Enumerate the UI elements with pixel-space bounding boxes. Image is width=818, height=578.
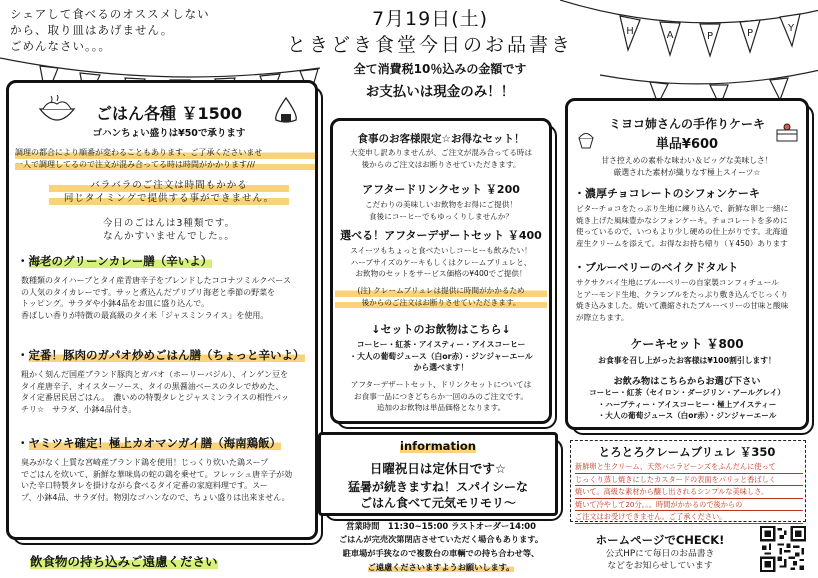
parking-note: 駐車場が手狭なので複数台の車輌での持ち合わせ等、 bbox=[342, 548, 540, 558]
brulee-title: とろとろクレームブリュレ ￥350 bbox=[598, 445, 776, 459]
cake-title: ミヨコ姉さんの手作りケーキ bbox=[608, 117, 765, 131]
brulee-box bbox=[570, 440, 806, 522]
handwritten-note-1 bbox=[49, 179, 289, 205]
rice-subtitle: ゴハンちょい盛りは¥50で承ります bbox=[92, 128, 246, 139]
tart-title: ・ブルーベリーのベイクドタルト bbox=[574, 261, 739, 274]
homepage-desc: 公式HPにて毎日のお品書き などをお知らせしています bbox=[605, 549, 715, 571]
dessert-set-title: 選べる！アフターデザートセット ￥400 bbox=[340, 229, 542, 242]
chiffon-desc: ビターチョコをたっぷり生地に練り込んで、新鮮な卵と一緒に 焼き上げた風味豊かなシフォンケーキ。チョコレートを多めに 使っているので、いつもより少し硬めの仕上がりです。北海道 産生クリームを添えて。お得なお持ち帰り（￥450）あります bbox=[576, 204, 789, 248]
rice-item bbox=[17, 347, 317, 415]
bunting-letter: P bbox=[706, 31, 714, 42]
cake-desc: 甘さ控えめの素朴な味わい＆ビッグな美味しさ！ 厳選された素材が織りなす極上スイーツ☆ bbox=[601, 156, 773, 177]
rice-item bbox=[17, 253, 317, 321]
rice-item-name: ・ヤミツキ確定！極上カオマンガイ膳（海南鶏飯） bbox=[17, 436, 282, 450]
set-menu-box bbox=[330, 118, 552, 424]
set-drinks-note: アフターデザートセット、ドリンクセットについては お食事一品につきどちらか一回のみのご注文です。 追加のお飲物は単品価格となります。 bbox=[350, 380, 532, 412]
cake-set-title: ケーキセット ￥800 bbox=[630, 337, 744, 351]
header-date: 7月19日(土) bbox=[371, 8, 489, 30]
notice-line: 一人で調理してるので注文が混み合ってる時は時間がかかります/// bbox=[15, 159, 315, 171]
cake-drinks-list: コーヒー・紅茶（セイロン・ダージリン・アールグレイ） ・ハーブティー・アイスコーヒー・極上アイスティー ・大人の葡萄ジュース（白or赤）・ジンジャーエール bbox=[589, 388, 785, 420]
cake-drinks-title: お飲み物はこちらからお選び下さい bbox=[613, 376, 761, 387]
bunting-letter: A bbox=[666, 30, 674, 41]
set-drinks-list: コーヒー・紅茶・アイスティー・アイスコーヒー ・大人の葡萄ジュース（白or赤）・ジンジャーエール から選べます！ bbox=[349, 340, 533, 372]
rice-item-name: ・海老のグリーンカレー膳（辛いよ） bbox=[17, 254, 213, 268]
homepage-title: ホームページでCHECK! bbox=[595, 533, 725, 547]
bunting-letter: H bbox=[626, 26, 634, 37]
brulee-desc: 新鮮卵と生クリーム、天然バニラビーンズをふんだんに使って じっくり蒸し焼きにしたカスタードの表面をパリッと香ばしく 焼いて。高級な素材から醸し出されるシンプルな美味しさ。 焼いて冷やして20分。。。時間がかかるので後からの ご注文はお受けできません。ご了承ください。 bbox=[575, 461, 803, 524]
no-outside-food-note: 飲食物の持ち込みご遠慮ください bbox=[30, 554, 218, 569]
tart-desc: サクサクバイ生地にブルーベリーの自家製コンフィチュール とアーモンド生地、クランブルをたっぷり敷き込んでじっくり 焼き込みました。焼いて濃縮されたブルーベリーの甘味と酸味 が際立ちます。 bbox=[576, 278, 789, 322]
handwritten-line: 同じタイミングで提供する事ができません。 bbox=[49, 192, 289, 205]
handwritten-line: なんかすいませんでした。。 bbox=[103, 231, 235, 242]
information-box bbox=[318, 432, 558, 516]
information-title: information bbox=[400, 439, 476, 453]
rice-item-desc: 臭みがなく上質な宮崎産ブランド鶏を使用！じっくり炊いた鶏スープ でごはんを炊いて、新鮮な華味鳥の蛇の鶏を乗せて。フレッシュ唐辛子が効 いた辛口特製タレを掛けながら食べるタイ定番の家庭料理です。スー プ、小鉢4品、サラダ付。物別なゴハンなので、ちょい盛りは出来ません。 bbox=[21, 458, 293, 502]
set-drinks-title: ↓セットのお飲物はこちら↓ bbox=[371, 323, 511, 336]
cake-menu-box bbox=[565, 98, 809, 430]
rice-item-desc: 粗かく刻んだ国産ブランド豚肉とガパオ（ホーリーバジル）、インゲン豆を タイ産唐辛子、オイスターソース、タイの黒醤油ベースのタレで炒めた、 タイ定番居民居ごはん。 濃いめの特製タレとジャスミンライスの相性バッ チリ☆ サラダ、小鉢4品付き。 bbox=[21, 370, 289, 414]
handwritten-line: 今日のごはんは3種類です。 bbox=[102, 218, 236, 229]
drink-set-title: アフタードリンクセット ￥200 bbox=[362, 183, 520, 196]
notice-line: 調理の都合により順番が変わることもあります、ご了承くださいませ bbox=[15, 147, 315, 159]
parking-note-2: ご遠慮くださいますようお願いします。 bbox=[367, 562, 515, 572]
onigiri-icon bbox=[271, 95, 301, 125]
rice-menu-box bbox=[6, 80, 318, 540]
note-line: から、取り皿はあげません。 bbox=[10, 23, 174, 37]
hot-weather-note: 猛暑が続きますね！スパイシーな ごはん食べて元気モリモリ〜 bbox=[347, 480, 528, 510]
dessert-set-note: (注) クレームブリュレは提供に時間がかかるため 後からのご注文はお断りさせていただきます。 bbox=[335, 285, 547, 308]
rice-notice bbox=[15, 147, 315, 170]
qr-code-icon[interactable] bbox=[760, 526, 806, 572]
closed-days: 日曜祝日は定休日です☆ bbox=[369, 461, 507, 476]
rice-item bbox=[17, 435, 317, 503]
cake-price: 単品¥600 bbox=[655, 137, 719, 152]
bunting-letter: P bbox=[746, 28, 754, 39]
page-title: ときどき食堂今日のお品書き bbox=[286, 34, 573, 56]
handwritten-line: バラバラのご注文は時間もかかる bbox=[49, 179, 289, 192]
cake-set-desc: お食事を召し上がったお客様は¥100割引します！ bbox=[598, 356, 776, 365]
handwritten-note-2 bbox=[69, 217, 269, 243]
dessert-set-desc: スイーツもちょっと食べたいしコーヒーも飲みたい！ ハーブサイズのケーキもしくはクレームブリュレと、 お飲物のセットをサービス価格の¥400でご提供！ bbox=[350, 246, 532, 278]
drink-set-desc: こだわりの美味しいお飲物をお得にご提供！ 食後にコーヒーでもゆっくりしませんか？ bbox=[365, 200, 517, 221]
chiffon-title: ・濃厚チョコレートのシフォンケーキ bbox=[574, 187, 760, 200]
rice-item-desc: 数種類のタイハーブとタイ産青唐辛子をブレンドしたココナツミルクベース の人気のタイカレーです。サッと煮込んだプリプリ海老と季節の野菜を トッピング。サラダや小鉢4品をお皿に盛り込んで。 香ばしい香りが特徴の最高級のタイ米「ジャスミンライス」を使用。 bbox=[21, 276, 291, 320]
payment-note: お支払いは現金のみ！！ bbox=[365, 84, 515, 100]
business-hours: 営業時間 11:30~15:00 ラストオーダー14:00 bbox=[346, 521, 536, 531]
top-left-note bbox=[10, 6, 210, 54]
sold-out-note: ごはんが完売次第閉店させていただく場合もあります。 bbox=[338, 534, 544, 544]
bunting-letter: Y bbox=[787, 23, 795, 34]
note-line: ごめんなさい。。。 bbox=[10, 39, 111, 53]
set-desc: 大変申し訳ありませんが、ご注文が混み合ってる時は 後からのご注文はお断りさせていただきます。 bbox=[349, 148, 533, 169]
note-line: シェアして食べるのオススメしない bbox=[10, 7, 210, 21]
set-title: 食事のお客様限定☆お得なセット！ bbox=[357, 133, 525, 145]
tax-note: 全て消費税10％込みの金額です bbox=[353, 62, 527, 76]
rice-title: ごはん各種 ￥1500 bbox=[95, 104, 243, 123]
rice-item-name: ・定番！豚肉のガパオ炒めごはん膳（ちょっと辛いよ） bbox=[17, 348, 305, 362]
